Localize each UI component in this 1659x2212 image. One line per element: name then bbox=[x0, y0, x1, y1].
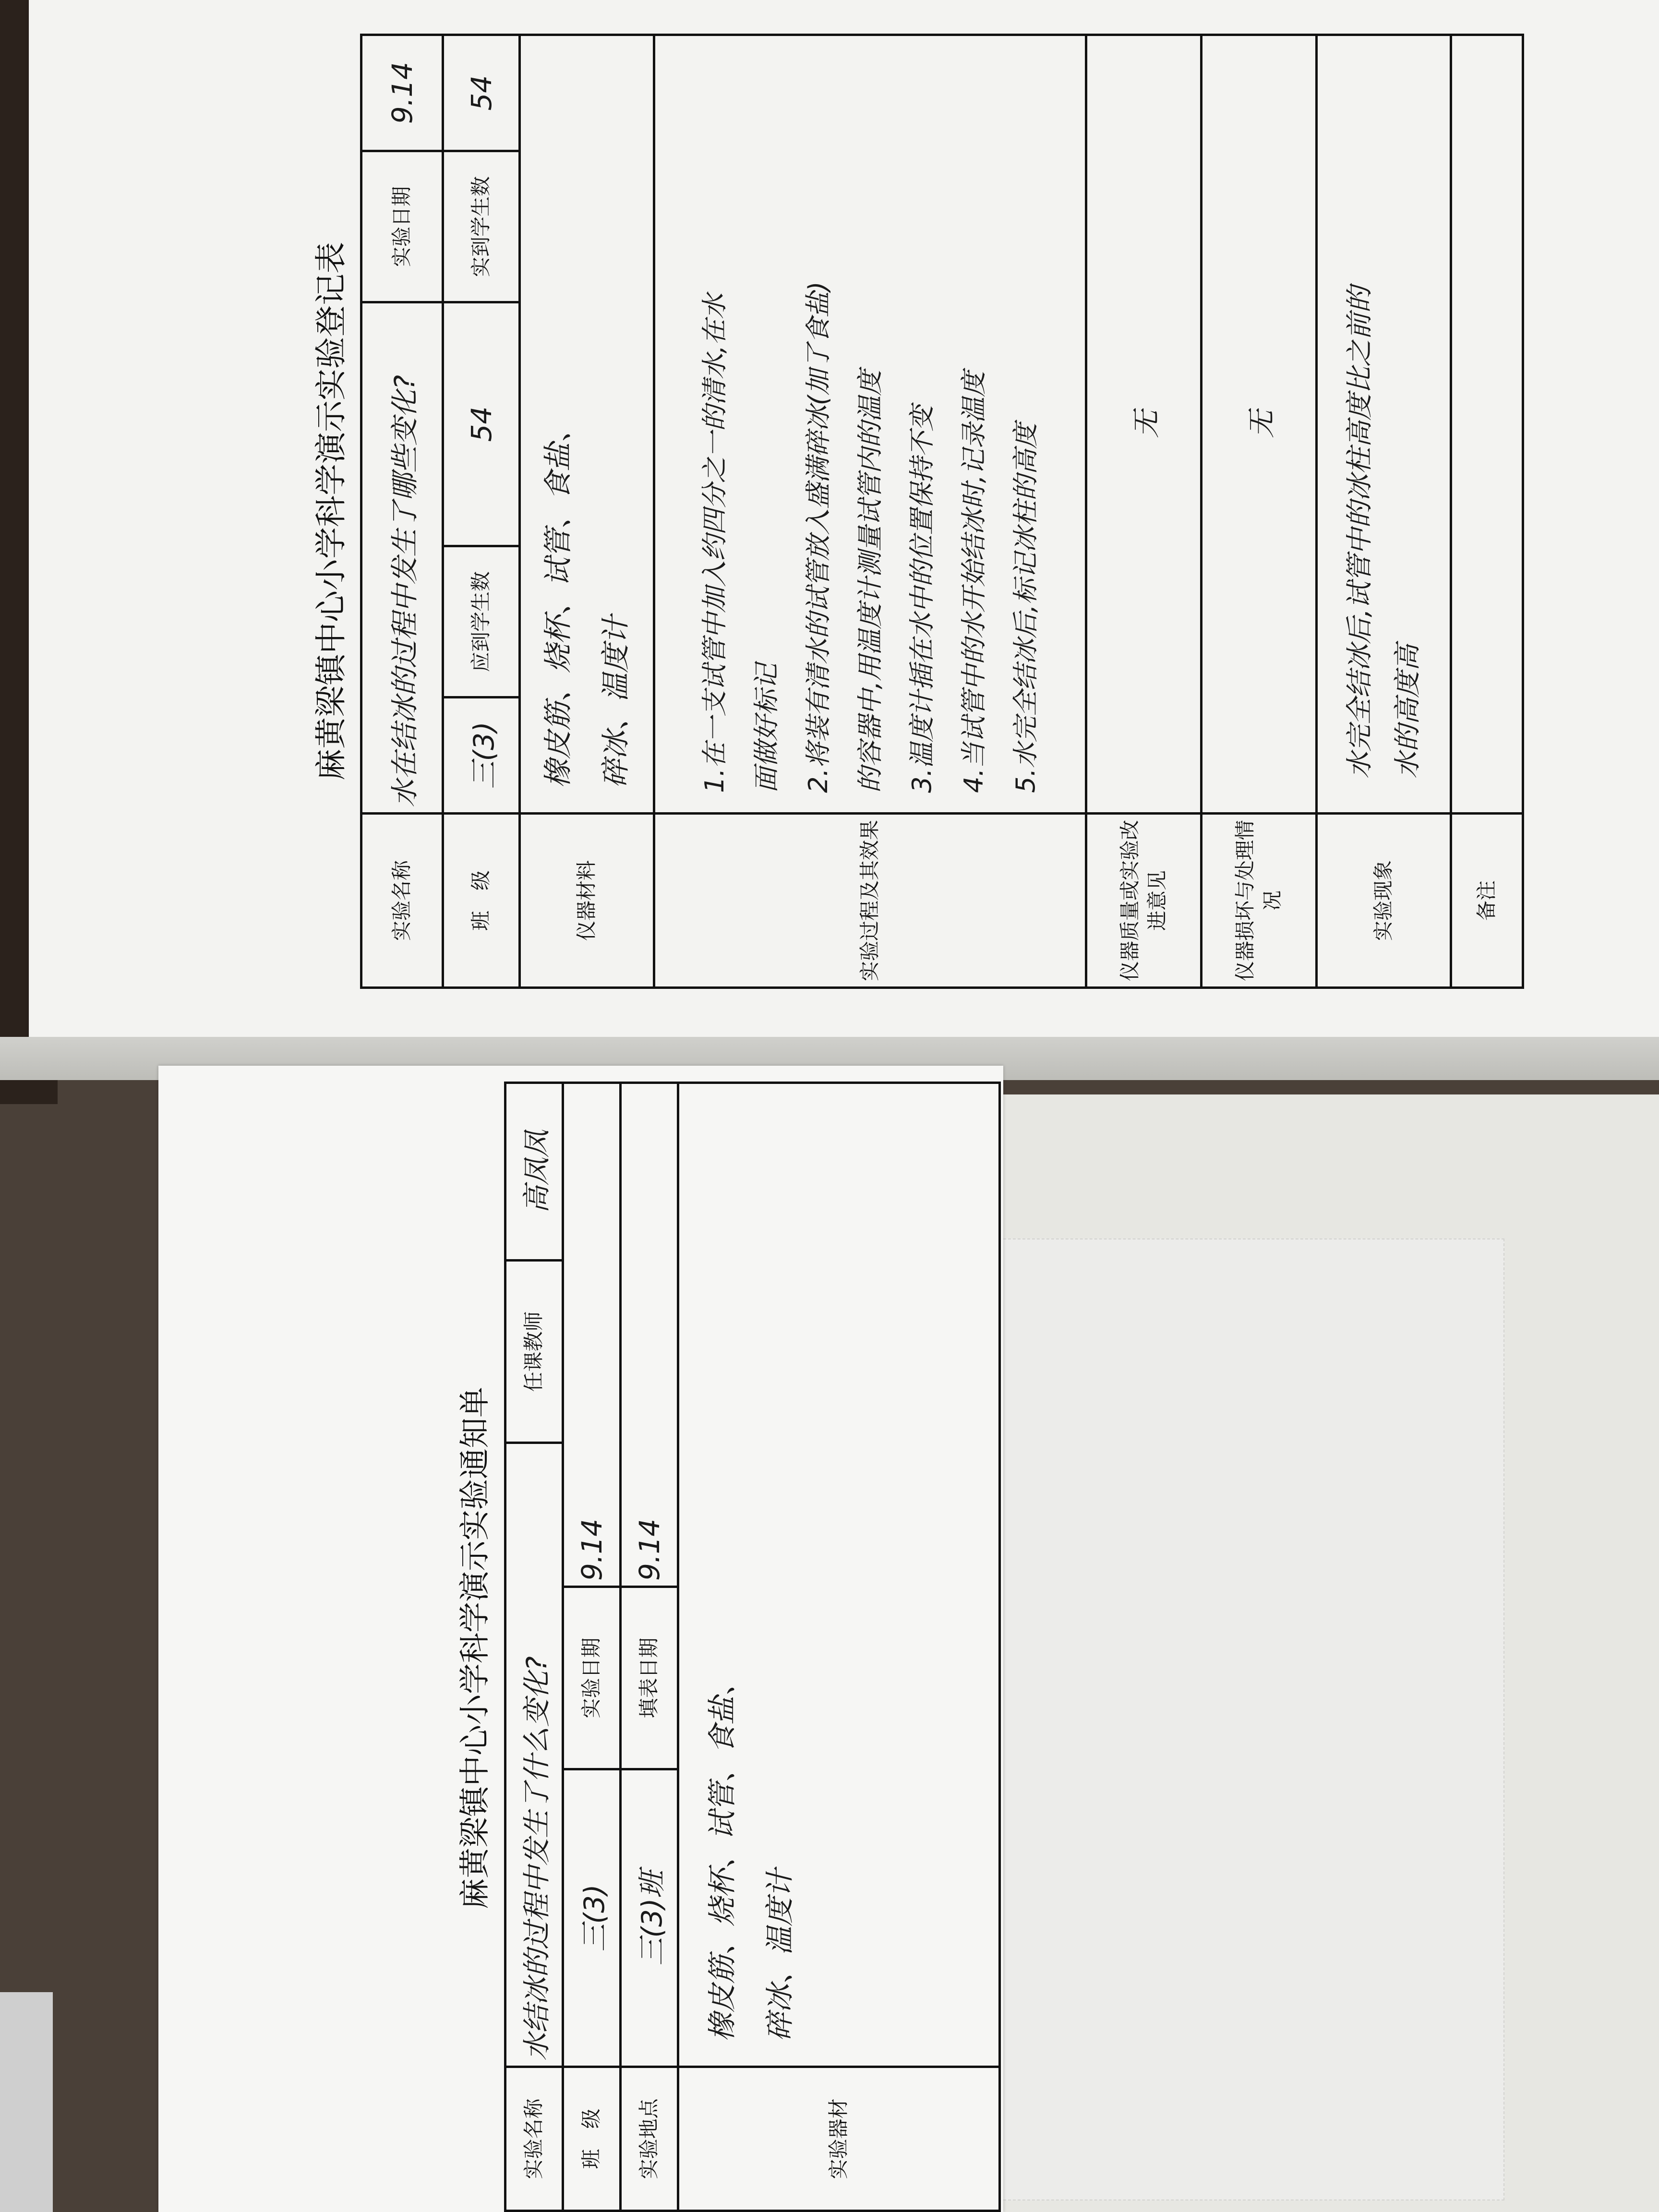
value-phenomenon bbox=[1317, 35, 1451, 814]
value-damage: 无 bbox=[1202, 35, 1317, 814]
label-process: 实验过程及其效果 bbox=[654, 813, 1086, 987]
record-row-damage bbox=[1202, 35, 1317, 988]
value-experiment-name: 水在结冰的过程中发生了哪些变化? bbox=[361, 302, 443, 813]
notice-label-fill-date: 填表日期 bbox=[621, 1587, 678, 1769]
notice-row-equipment bbox=[678, 1083, 1000, 2211]
notice-value-teacher: 高凤凤 bbox=[505, 1083, 563, 1261]
value-materials bbox=[520, 35, 654, 814]
step-line: 1.在一支试管中加入约四分之一的清水,在水 bbox=[699, 293, 730, 793]
value-quality: 无 bbox=[1086, 35, 1202, 814]
step-line: 5.水完全结冰后,标记冰柱的高度 bbox=[1010, 423, 1041, 793]
record-row-materials bbox=[520, 35, 654, 988]
label-actual-students: 实到学生数 bbox=[443, 151, 520, 302]
notice-table bbox=[504, 1082, 1001, 2212]
label-materials: 仪器材料 bbox=[520, 813, 654, 987]
phenomenon-line-2: 水的高度高 bbox=[1392, 644, 1423, 779]
step-line: 3.温度计插在水中的位置保持不变 bbox=[906, 405, 937, 793]
notice-value-class: 三(3) bbox=[563, 1769, 621, 2067]
value-expected-students: 54 bbox=[443, 302, 520, 546]
notice-value-location: 三(3)班 bbox=[621, 1769, 678, 2067]
notice-label-location: 实验地点 bbox=[621, 2067, 678, 2211]
record-form bbox=[302, 34, 1608, 989]
record-row-remarks bbox=[1451, 35, 1523, 988]
notice-label-class: 班 级 bbox=[563, 2067, 621, 2211]
notice-label-experiment-date: 实验日期 bbox=[563, 1587, 621, 1769]
record-title: 麻黄梁镇中心小学科学演示实验登记表 bbox=[313, 242, 349, 781]
notice-value-equipment bbox=[678, 1083, 1000, 2067]
binder-clip bbox=[0, 1992, 53, 2212]
record-row-name bbox=[361, 35, 443, 988]
materials-line-2: 碎冰、温度计 bbox=[599, 615, 633, 788]
notice-form bbox=[446, 1084, 1118, 2212]
materials-line-1: 橡皮筋、烧杯、试管、食盐、 bbox=[541, 413, 575, 788]
record-row-quality bbox=[1086, 35, 1202, 988]
label-experiment-name: 实验名称 bbox=[361, 813, 443, 987]
notice-label-teacher: 任课教师 bbox=[505, 1261, 563, 1443]
step-line: 的容器中,用温度计测量试管内的温度 bbox=[854, 370, 885, 793]
notice-title: 麻黄梁镇中心小学科学演示实验通知单 bbox=[457, 1387, 493, 1909]
phenomenon-line-1: 水完全结冰后,试管中的冰柱高度比之前的 bbox=[1344, 286, 1375, 779]
notice-value-fill-date: 9.14 bbox=[621, 1083, 678, 1587]
record-row-process bbox=[654, 35, 1086, 988]
notice-value-name: 水结冰的过程中发生了什么变化? bbox=[505, 1443, 563, 2067]
step-line: 面做好标记 bbox=[751, 663, 781, 793]
step-line: 2.将装有清水的试管放入盛满碎冰(加了食盐) bbox=[803, 281, 833, 793]
equipment-line-2: 碎冰、温度计 bbox=[763, 1869, 797, 2042]
value-remarks bbox=[1451, 35, 1523, 814]
label-experiment-date: 实验日期 bbox=[361, 151, 443, 302]
label-remarks: 备注 bbox=[1451, 813, 1523, 987]
notice-label-name: 实验名称 bbox=[505, 2067, 563, 2211]
value-class: 三(3) bbox=[443, 697, 520, 813]
notice-value-experiment-date: 9.14 bbox=[563, 1083, 621, 1587]
step-line: 4.当试管中的水开始结冰时,记录温度 bbox=[958, 371, 989, 793]
label-phenomenon: 实验现象 bbox=[1317, 813, 1451, 987]
label-expected-students: 应到学生数 bbox=[443, 546, 520, 697]
notice-row-class bbox=[563, 1083, 621, 2211]
value-actual-students: 54 bbox=[443, 35, 520, 151]
notice-row-name bbox=[505, 1083, 563, 2211]
value-experiment-date: 9.14 bbox=[361, 35, 443, 151]
notice-row-location bbox=[621, 1083, 678, 2211]
label-quality: 仪器质量或实验改进意见 bbox=[1086, 813, 1202, 987]
equipment-line-1: 橡皮筋、烧杯、试管、食盐、 bbox=[706, 1667, 739, 2042]
label-damage: 仪器损坏与处理情况 bbox=[1202, 813, 1317, 987]
label-class: 班 级 bbox=[443, 813, 520, 987]
record-table bbox=[360, 34, 1524, 989]
record-row-phenomenon bbox=[1317, 35, 1451, 988]
record-row-class bbox=[443, 35, 520, 988]
notice-label-equipment: 实验器材 bbox=[678, 2067, 1000, 2211]
value-process-steps bbox=[654, 35, 1086, 814]
